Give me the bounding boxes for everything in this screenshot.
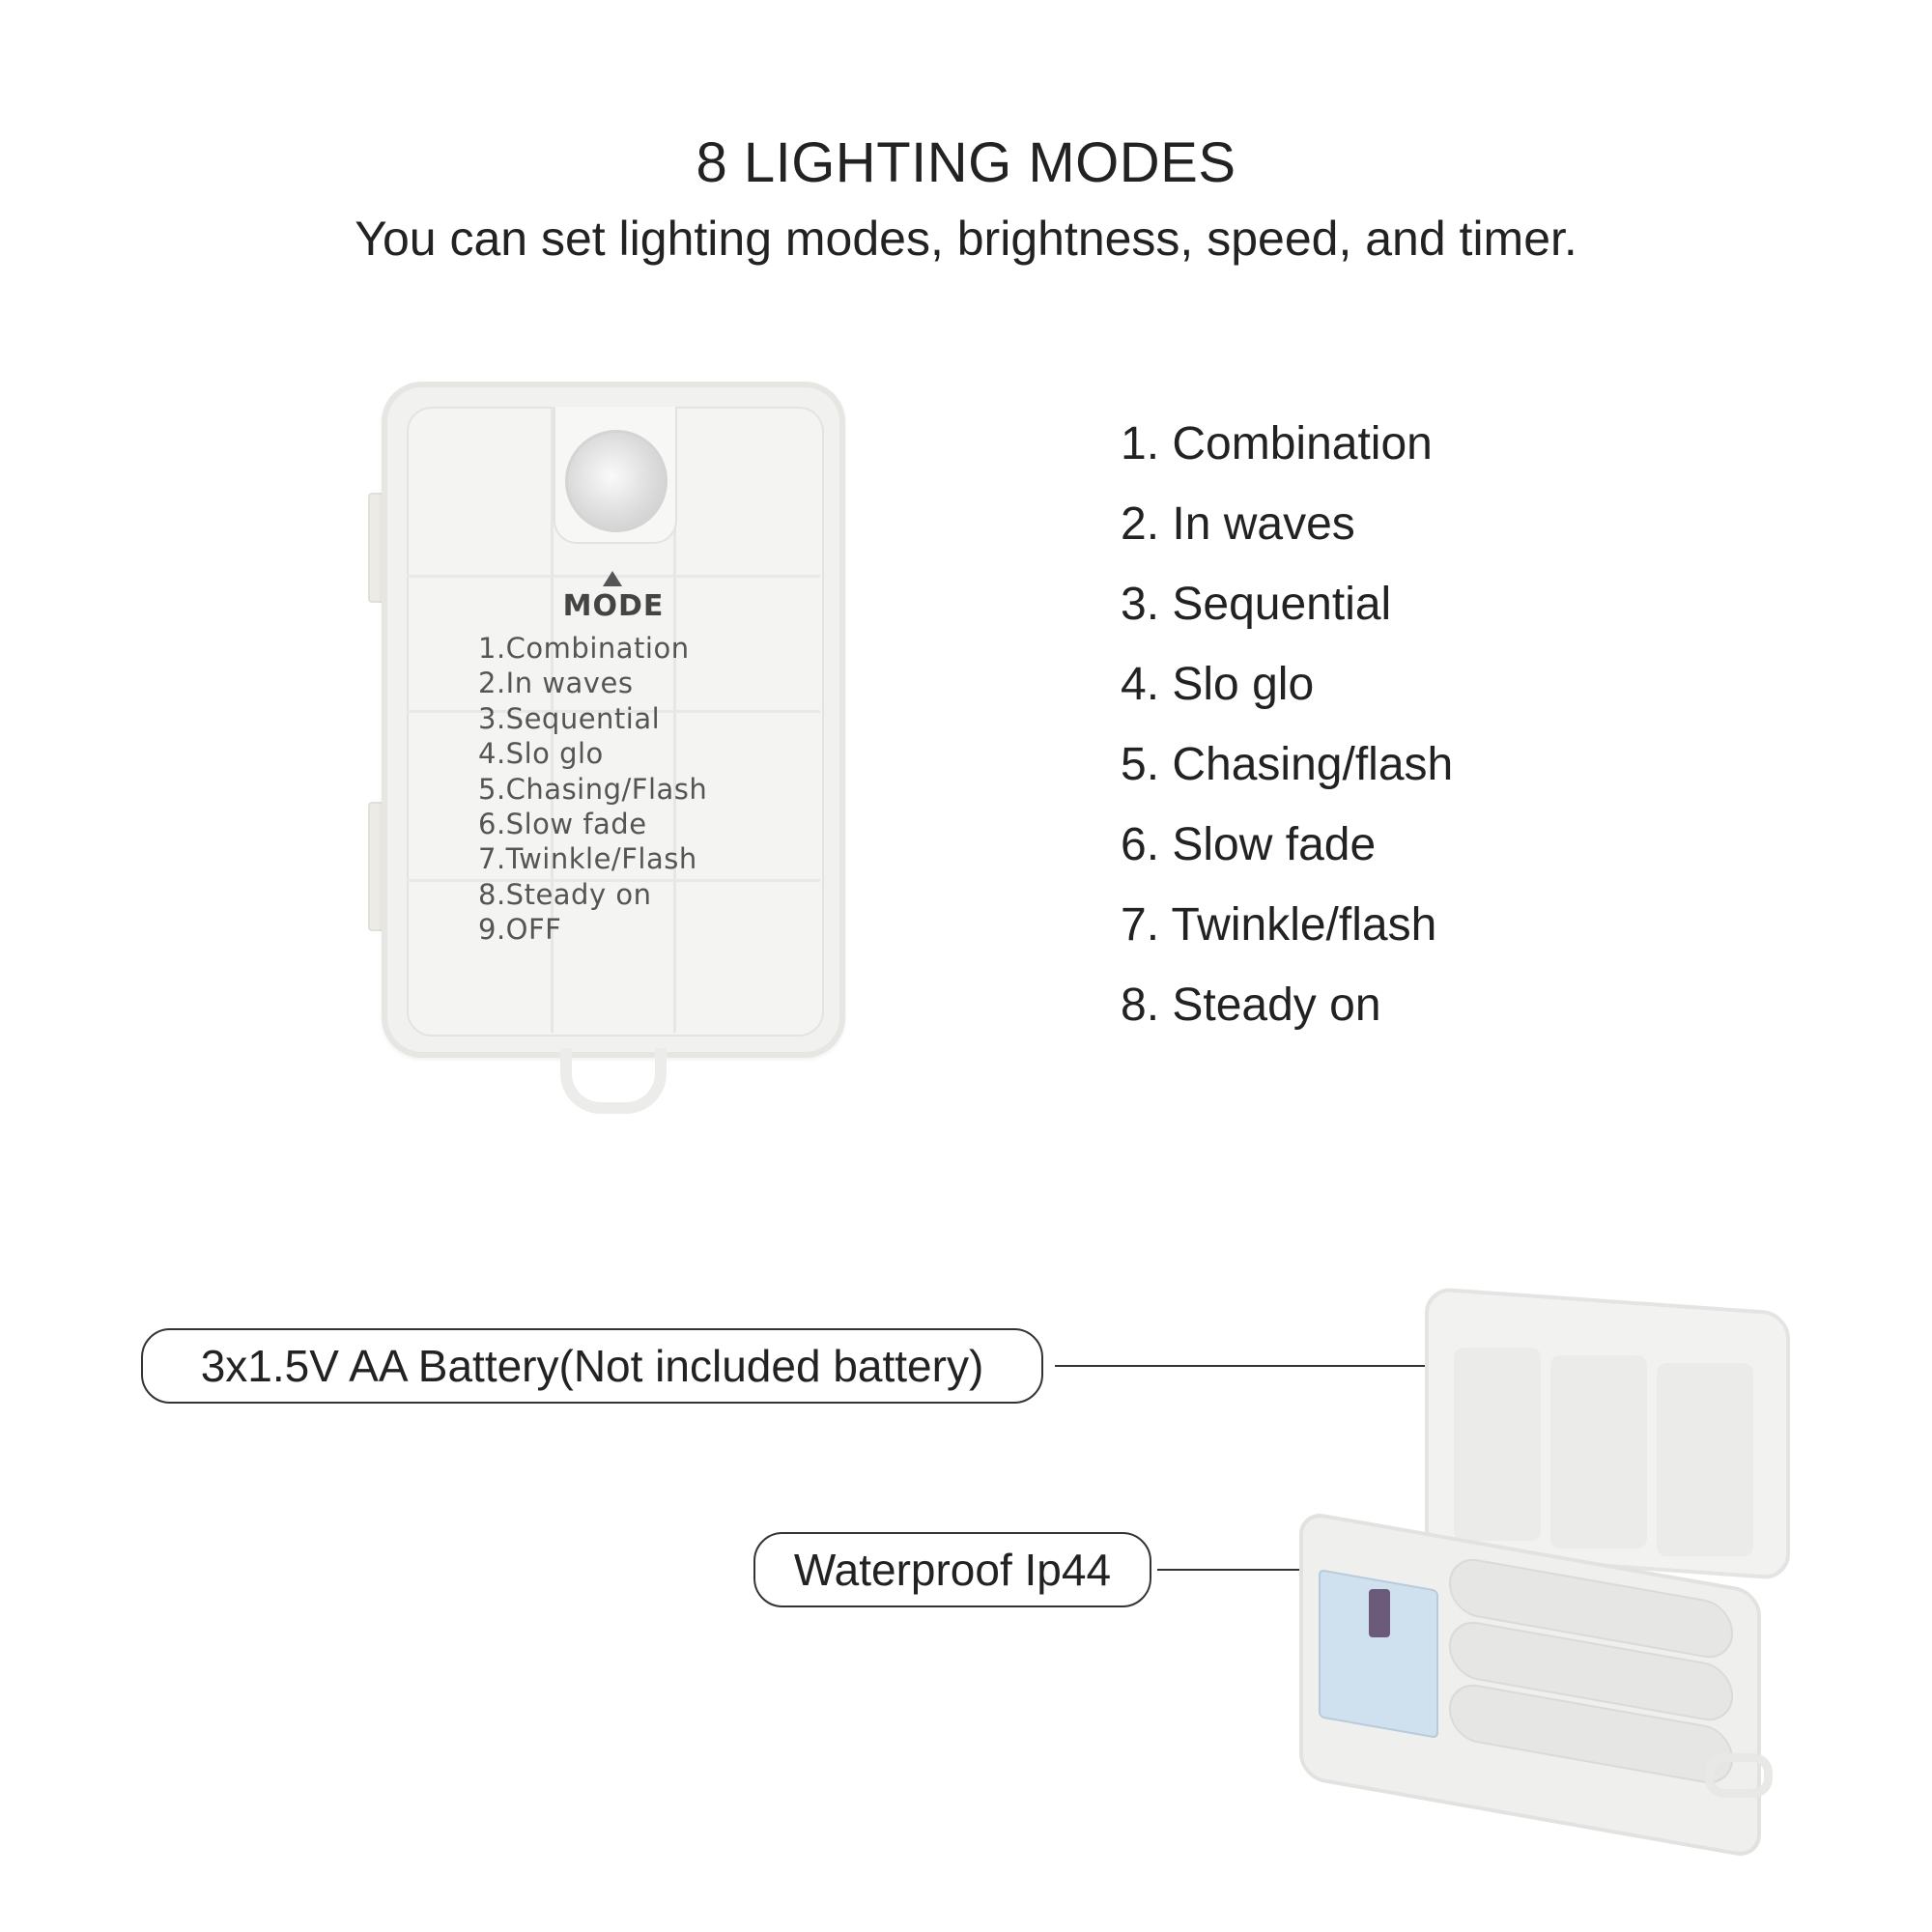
list-item: 1. Combination xyxy=(1121,418,1433,469)
lid-compartment xyxy=(1550,1355,1647,1548)
remote-mode-label: MODE xyxy=(562,589,665,623)
remote-printed-mode: 6.Slow fade xyxy=(478,807,647,840)
list-item: 8. Steady on xyxy=(1121,980,1381,1031)
lighting-modes-list xyxy=(1121,415,1453,1057)
remote-printed-mode: 4.Slo glo xyxy=(478,737,604,771)
page-title: 8 LIGHTING MODES xyxy=(696,131,1236,194)
triangle-up-icon xyxy=(603,571,622,586)
remote-printed-mode: 3.Sequential xyxy=(478,701,661,735)
switch-knob xyxy=(1369,1589,1390,1637)
list-item: 3. Sequential xyxy=(1121,579,1392,630)
waterproof-leader-line xyxy=(1157,1569,1307,1571)
open-battery-box-image xyxy=(1290,1299,1811,1831)
list-item: 7. Twinkle/flash xyxy=(1121,899,1437,951)
hanging-loop xyxy=(560,1048,667,1114)
remote-printed-mode: 5.Chasing/Flash xyxy=(478,772,708,806)
remote-printed-mode: 9.OFF xyxy=(478,913,562,947)
remote-printed-mode: 1.Combination xyxy=(478,632,690,665)
remote-printed-mode: 7.Twinkle/Flash xyxy=(478,842,697,876)
page-subtitle: You can set lighting modes, brightness, speed, and timer. xyxy=(355,212,1577,266)
list-item: 4. Slo glo xyxy=(1121,659,1315,710)
hanging-loop xyxy=(1705,1753,1773,1798)
lid-compartment xyxy=(1657,1363,1753,1556)
list-item: 5. Chasing/flash xyxy=(1121,739,1454,790)
list-item: 2. In waves xyxy=(1121,498,1355,550)
list-item: 6. Slow fade xyxy=(1121,819,1377,870)
waterproof-callout: Waterproof Ip44 xyxy=(753,1532,1151,1607)
lid-compartment xyxy=(1454,1348,1541,1541)
remote-printed-mode: 2.In waves xyxy=(478,667,634,700)
remote-printed-mode: 8.Steady on xyxy=(478,877,652,911)
remote-printed-mode-list xyxy=(478,631,707,948)
remote-box-image xyxy=(382,382,845,1058)
battery-callout: 3x1.5V AA Battery(Not included battery) xyxy=(141,1328,1043,1404)
mode-button xyxy=(565,430,668,532)
